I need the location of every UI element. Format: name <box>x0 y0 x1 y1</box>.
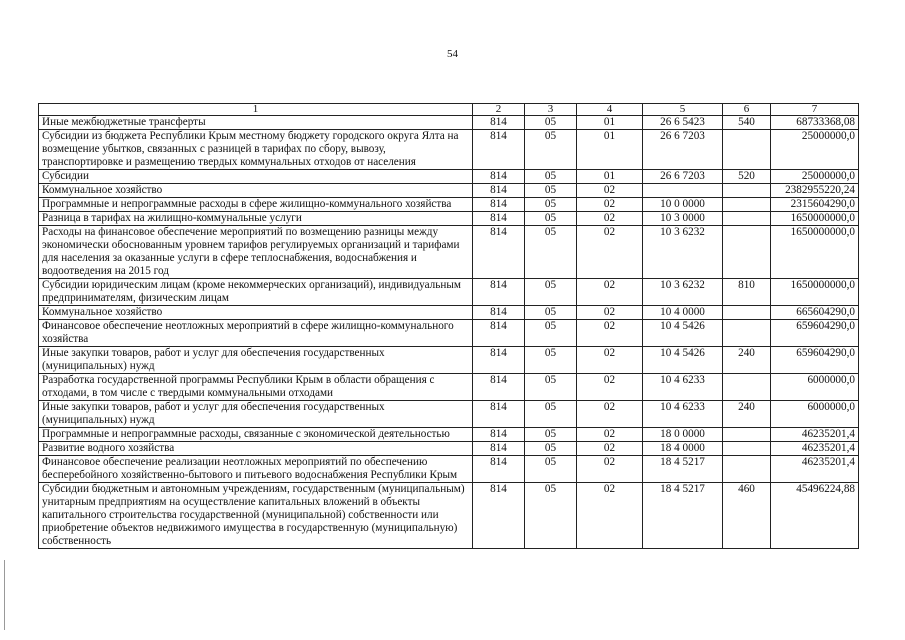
ministry-code: 814 <box>473 116 525 130</box>
target-article-code: 10 4 6233 <box>643 374 723 401</box>
section-code: 05 <box>525 279 577 306</box>
expense-type-code: 460 <box>723 483 771 549</box>
table-row <box>39 442 859 456</box>
row-description: Финансовое обеспечение реализации неотложных мероприятий по обеспечению бесперебойного хозяйственно-бытового и питьевого водоснабжения Республики Крым <box>39 456 473 483</box>
table-header-row <box>39 104 859 116</box>
section-code: 05 <box>525 198 577 212</box>
row-description: Разработка государственной программы Республики Крым в области обращения с отходами, в том числе с твердыми коммунальными отходами <box>39 374 473 401</box>
target-article-code: 10 4 0000 <box>643 306 723 320</box>
amount: 2315604290,0 <box>771 198 859 212</box>
ministry-code: 814 <box>473 306 525 320</box>
row-description: Субсидии бюджетным и автономным учреждениям, государственным (муниципальным) унитарным предприятиям на осуществление капитальных вложений в объекты капитального строительства государственной (муниципальной) собственности или приобретение объектов недвижимого имущества в государственную (муниципальную) собственность <box>39 483 473 549</box>
header-cell: 2 <box>473 104 525 116</box>
binding-margin-line <box>4 560 7 630</box>
row-description: Разница в тарифах на жилищно-коммунальные услуги <box>39 212 473 226</box>
table-row <box>39 347 859 374</box>
target-article-code: 10 4 5426 <box>643 347 723 374</box>
expense-type-code: 240 <box>723 401 771 428</box>
expense-type-code <box>723 306 771 320</box>
amount: 659604290,0 <box>771 320 859 347</box>
row-description: Субсидии <box>39 170 473 184</box>
subsection-code: 02 <box>577 198 643 212</box>
subsection-code: 02 <box>577 306 643 320</box>
header-cell: 7 <box>771 104 859 116</box>
target-article-code <box>643 184 723 198</box>
table-row <box>39 170 859 184</box>
subsection-code: 02 <box>577 401 643 428</box>
target-article-code: 18 4 0000 <box>643 442 723 456</box>
subsection-code: 02 <box>577 428 643 442</box>
header-cell: 1 <box>39 104 473 116</box>
subsection-code: 02 <box>577 212 643 226</box>
ministry-code: 814 <box>473 170 525 184</box>
amount: 46235201,4 <box>771 442 859 456</box>
expense-type-code <box>723 226 771 279</box>
table-row <box>39 456 859 483</box>
table-row <box>39 428 859 442</box>
section-code: 05 <box>525 116 577 130</box>
section-code: 05 <box>525 130 577 170</box>
expense-type-code <box>723 198 771 212</box>
section-code: 05 <box>525 483 577 549</box>
subsection-code: 02 <box>577 483 643 549</box>
expense-type-code <box>723 320 771 347</box>
ministry-code: 814 <box>473 320 525 347</box>
subsection-code: 02 <box>577 374 643 401</box>
amount: 1650000000,0 <box>771 279 859 306</box>
target-article-code: 10 4 5426 <box>643 320 723 347</box>
subsection-code: 02 <box>577 226 643 279</box>
table-row <box>39 130 859 170</box>
expense-type-code <box>723 428 771 442</box>
expense-type-code: 240 <box>723 347 771 374</box>
section-code: 05 <box>525 320 577 347</box>
row-description: Программные и непрограммные расходы в сфере жилищно-коммунального хозяйства <box>39 198 473 212</box>
target-article-code: 10 3 6232 <box>643 279 723 306</box>
row-description: Развитие водного хозяйства <box>39 442 473 456</box>
section-code: 05 <box>525 184 577 198</box>
amount: 6000000,0 <box>771 374 859 401</box>
header-cell: 6 <box>723 104 771 116</box>
page-number: 54 <box>447 48 458 60</box>
expense-type-code <box>723 374 771 401</box>
amount: 6000000,0 <box>771 401 859 428</box>
amount: 1650000000,0 <box>771 212 859 226</box>
ministry-code: 814 <box>473 212 525 226</box>
expense-type-code: 810 <box>723 279 771 306</box>
amount: 46235201,4 <box>771 428 859 442</box>
table-row <box>39 306 859 320</box>
section-code: 05 <box>525 442 577 456</box>
target-article-code: 26 6 7203 <box>643 130 723 170</box>
section-code: 05 <box>525 212 577 226</box>
header-cell: 3 <box>525 104 577 116</box>
row-description: Финансовое обеспечение неотложных мероприятий в сфере жилищно-коммунального хозяйства <box>39 320 473 347</box>
ministry-code: 814 <box>473 347 525 374</box>
header-cell: 4 <box>577 104 643 116</box>
row-description: Расходы на финансовое обеспечение мероприятий по возмещению разницы между экономически обоснованным уровнем тарифов регулируемых организаций и тарифами для населения за оказанные услуги в сфере теплоснабжения, водоснабжения и водоотведения на 2015 год <box>39 226 473 279</box>
ministry-code: 814 <box>473 279 525 306</box>
budget-table <box>38 103 859 549</box>
table-row <box>39 374 859 401</box>
expense-type-code <box>723 456 771 483</box>
row-description: Субсидии из бюджета Республики Крым местному бюджету городского округа Ялта на возмещение убытков, связанных с разницей в тарифах по сбору, вывозу, транспортировке и размещению твердых коммунальных отходов от населения <box>39 130 473 170</box>
table-row <box>39 184 859 198</box>
row-description: Программные и непрограммные расходы, связанные с экономической деятельностью <box>39 428 473 442</box>
ministry-code: 814 <box>473 401 525 428</box>
subsection-code: 02 <box>577 184 643 198</box>
target-article-code: 26 6 7203 <box>643 170 723 184</box>
expense-type-code <box>723 130 771 170</box>
table-row <box>39 116 859 130</box>
section-code: 05 <box>525 306 577 320</box>
row-description: Иные закупки товаров, работ и услуг для обеспечения государственных (муниципальных) нужд <box>39 401 473 428</box>
amount: 45496224,88 <box>771 483 859 549</box>
table-row <box>39 483 859 549</box>
table-row <box>39 401 859 428</box>
section-code: 05 <box>525 347 577 374</box>
ministry-code: 814 <box>473 198 525 212</box>
row-description: Иные межбюджетные трансферты <box>39 116 473 130</box>
ministry-code: 814 <box>473 456 525 483</box>
subsection-code: 02 <box>577 279 643 306</box>
table-row <box>39 279 859 306</box>
table-row <box>39 320 859 347</box>
expense-type-code <box>723 212 771 226</box>
section-code: 05 <box>525 226 577 279</box>
target-article-code: 10 3 0000 <box>643 212 723 226</box>
expense-type-code <box>723 184 771 198</box>
ministry-code: 814 <box>473 130 525 170</box>
row-description: Коммунальное хозяйство <box>39 184 473 198</box>
subsection-code: 02 <box>577 347 643 374</box>
section-code: 05 <box>525 401 577 428</box>
row-description: Субсидии юридическим лицам (кроме некоммерческих организаций), индивидуальным предпринимателям, физическим лицам <box>39 279 473 306</box>
table-row <box>39 212 859 226</box>
section-code: 05 <box>525 456 577 483</box>
amount: 665604290,0 <box>771 306 859 320</box>
expense-type-code: 540 <box>723 116 771 130</box>
ministry-code: 814 <box>473 442 525 456</box>
expense-type-code: 520 <box>723 170 771 184</box>
amount: 2382955220,24 <box>771 184 859 198</box>
subsection-code: 02 <box>577 442 643 456</box>
ministry-code: 814 <box>473 374 525 401</box>
expense-type-code <box>723 442 771 456</box>
amount: 1650000000,0 <box>771 226 859 279</box>
table-row <box>39 198 859 212</box>
section-code: 05 <box>525 428 577 442</box>
target-article-code: 10 4 6233 <box>643 401 723 428</box>
target-article-code: 18 4 5217 <box>643 483 723 549</box>
subsection-code: 02 <box>577 456 643 483</box>
ministry-code: 814 <box>473 483 525 549</box>
row-description: Иные закупки товаров, работ и услуг для обеспечения государственных (муниципальных) нужд <box>39 347 473 374</box>
target-article-code: 10 3 6232 <box>643 226 723 279</box>
section-code: 05 <box>525 170 577 184</box>
amount: 25000000,0 <box>771 170 859 184</box>
subsection-code: 01 <box>577 116 643 130</box>
target-article-code: 26 6 5423 <box>643 116 723 130</box>
amount: 46235201,4 <box>771 456 859 483</box>
section-code: 05 <box>525 374 577 401</box>
amount: 659604290,0 <box>771 347 859 374</box>
target-article-code: 10 0 0000 <box>643 198 723 212</box>
amount: 25000000,0 <box>771 130 859 170</box>
amount: 68733368,08 <box>771 116 859 130</box>
subsection-code: 01 <box>577 130 643 170</box>
subsection-code: 01 <box>577 170 643 184</box>
row-description: Коммунальное хозяйство <box>39 306 473 320</box>
target-article-code: 18 0 0000 <box>643 428 723 442</box>
ministry-code: 814 <box>473 226 525 279</box>
table-row <box>39 226 859 279</box>
ministry-code: 814 <box>473 428 525 442</box>
header-cell: 5 <box>643 104 723 116</box>
target-article-code: 18 4 5217 <box>643 456 723 483</box>
subsection-code: 02 <box>577 320 643 347</box>
ministry-code: 814 <box>473 184 525 198</box>
